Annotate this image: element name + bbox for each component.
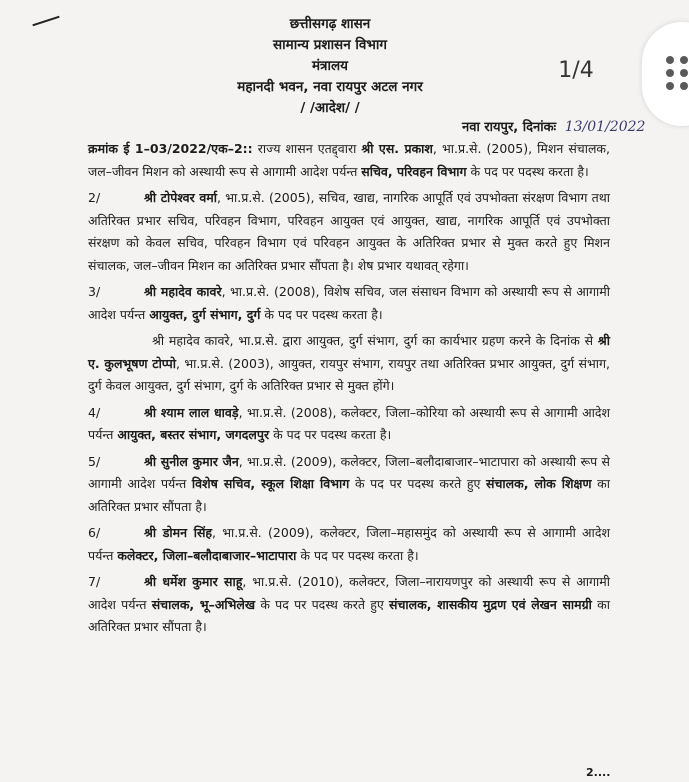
page-indicator: 1/4	[534, 30, 618, 110]
paragraph-number: 4/	[88, 404, 101, 420]
paragraph-3b: श्री महादेव कावरे, भा.प्र.से. द्वारा आयुक्त, दुर्ग संभाग, दुर्ग का कार्यभार ग्रहण करने के दिनांक से श्री ए. कुलभूषण टोप्पो, भा.प्र.से. (2003), आयुक्त, रायपुर संभाग, रायपुर तथा अतिरिक्त प्रभार आयुक्त, दुर्ग संभाग, दुर्ग केवल आयुक्त, दुर्ग संभाग, दुर्ग के अतिरिक्त प्रभार से मुक्त होंगे।	[88, 333, 610, 393]
paragraph-2: 2/ श्री टोपेश्वर वर्मा, भा.प्र.से. (2005), सचिव, खाद्य, नागरिक आपूर्ति एवं उपभोक्ता संरक्षण विभाग तथा अतिरिक्त प्रभार सचिव, परिवहन विभाग, परिवहन आयुक्त एवं आयुक्त, खाद्य, नागरिक आपूर्ति एवं उपभोक्ता संरक्षण को केवल सचिव, परिवहन विभाग एवं परिवहन आयुक्त के अतिरिक्त प्रभार से मुक्त करते हुए मिशन संचालक, जल–जीवन मिशन का अतिरिक्त प्रभार सौंपता है। शेष प्रभार यथावत् रहेगा।	[88, 187, 610, 277]
paragraph-5: 5/ श्री सुनील कुमार जैन, भा.प्र.से. (2009), कलेक्टर, जिला–बलौदाबाजार–भाटापारा को अस्थायी रूप से आगामी आदेश पर्यन्त विशेष सचिव, स्कूल शिक्षा विभाग के पद पर पदस्थ करते हुए संचालक, लोक शिक्षण का अतिरिक्त प्रभार सौंपता है।	[88, 451, 610, 519]
ministry-name: मंत्रालय	[311, 58, 348, 74]
paragraph-number: 7/	[88, 574, 101, 589]
department-name: सामान्य प्रशासन विभाग	[273, 37, 387, 53]
order-number: क्रमांक ई 1–03/2022/एक–2::	[88, 141, 253, 156]
order-body	[88, 138, 610, 643]
paragraph-6: 6/ श्री डोमन सिंह, भा.प्र.से. (2009), कलेक्टर, जिला–महासमुंद को अस्थायी रूप से आगामी आदेश पर्यन्त कलेक्टर, जिला–बलौदाबाजार–भाटापारा के पद पर पदस्थ करता है।	[88, 522, 610, 567]
paragraph-number: 5/	[88, 453, 101, 469]
dateline	[462, 117, 645, 135]
dateline-label: नवा रायपुर, दिनांकः	[462, 120, 557, 135]
dateline-date: 13/01/2022	[564, 119, 646, 135]
paragraph-4: 4/ श्री श्याम लाल धावड़े, भा.प्र.से. (2008), कलेक्टर, जिला–कोरिया को अस्थायी रूप से आगामी आदेश पर्यन्त आयुक्त, बस्तर संभाग, जगदलपुर के पद पर पदस्थ करता है।	[88, 402, 610, 447]
paragraph-1: क्रमांक ई 1–03/2022/एक–2:: राज्य शासन एतद्द्वारा श्री एस. प्रकाश, भा.प्र.से. (2005), मिशन संचालक, जल–जीवन मिशन को अस्थायी रूप से आगामी आदेश पर्यन्त सचिव, परिवहन विभाग के पद पर पदस्थ करता है।	[88, 141, 610, 179]
govt-name: छत्तीसगढ़ शासन	[289, 16, 371, 32]
paragraph-number: 2/	[88, 190, 101, 205]
next-page-marker: 2....	[586, 766, 611, 779]
paragraph-number: 6/	[88, 525, 101, 540]
office-address: महानदी भवन, नवा रायपुर अटल नगर	[237, 79, 423, 95]
paragraph-7: 7/ श्री धर्मेश कुमार साहू, भा.प्र.से. (2010), कलेक्टर, जिला–नारायणपुर को अस्थायी रूप से आगामी आदेश पर्यन्त संचालक, भू–अभिलेख के पद पर पदस्थ करते हुए संचालक, शासकीय मुद्रण एवं लेखन सामग्री का अतिरिक्त प्रभार सौंपता है।	[88, 571, 610, 639]
order-title: / /आदेश/ /	[300, 100, 360, 116]
paragraph-number: 3/	[88, 284, 101, 299]
paragraph-3: 3/ श्री महादेव कावरे, भा.प्र.से. (2008), विशेष सचिव, जल संसाधन विभाग को अस्थायी रूप से आगामी आदेश पर्यन्त आयुक्त, दुर्ग संभाग, दुर्ग के पद पर पदस्थ करता है।	[88, 281, 610, 326]
grid-dots-icon	[666, 56, 688, 90]
